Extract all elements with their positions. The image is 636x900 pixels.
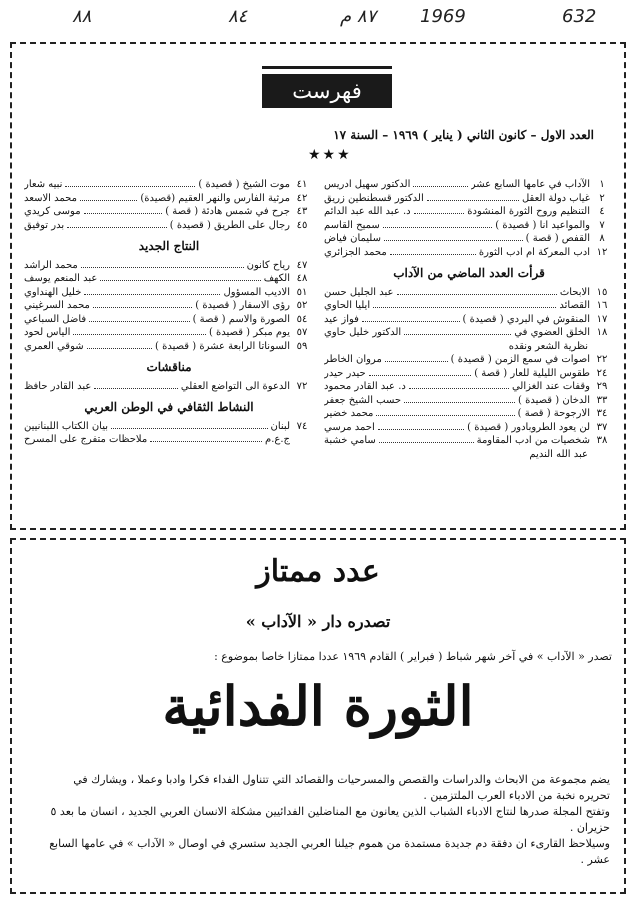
toc-page-number: ٣٨ xyxy=(596,435,608,446)
toc-author: شوقي العمري xyxy=(24,340,84,352)
toc-entry xyxy=(324,219,614,233)
handwritten-number-right: 632 xyxy=(562,6,597,27)
toc-title: الابحاث xyxy=(559,286,590,298)
toc-page-number: ٥٧ xyxy=(296,327,308,338)
toc-entry xyxy=(24,286,314,300)
toc-title: الكهف xyxy=(263,273,290,284)
toc-page-number: ٥٩ xyxy=(296,340,308,352)
toc-page-number: ٣٧ xyxy=(596,421,608,433)
toc-page-number: ٢٤ xyxy=(596,367,608,379)
toc-entry xyxy=(24,433,314,447)
toc-page-number: ٤ xyxy=(599,206,605,217)
toc-page-number: ٧ xyxy=(599,219,605,231)
toc-author: نبيه شعار xyxy=(24,179,63,190)
handwritten-code: ٨٧ م xyxy=(340,6,377,27)
section-title: النشاط الثقافي في الوطن العربي xyxy=(84,400,254,414)
dotted-leader xyxy=(87,340,152,349)
toc-entry xyxy=(324,353,614,367)
toc-page-number: ٥٤ xyxy=(296,313,308,325)
toc-title: طقوس الليلية للعار ( قصة ) xyxy=(474,367,590,379)
toc-page-number: ٢ xyxy=(599,192,605,204)
toc-banner xyxy=(262,74,392,108)
toc-entry xyxy=(324,192,614,206)
ad-paragraph-3: وسيلاحظ القارىء ان دفقة دم جديدة مستمدة من هموم جيلنا العربي الجديد ستسري في اوصال « الآداب » في عامها السابع عشر . xyxy=(49,837,610,866)
toc-title: ادب المعركة ام ادب الثورة xyxy=(478,246,590,258)
toc-entry xyxy=(324,299,614,313)
toc-title: الخلق العضوي في xyxy=(514,327,590,338)
toc-entry xyxy=(24,192,314,206)
toc-author: سميح القاسم xyxy=(324,219,380,231)
toc-note: عبد الله النديم xyxy=(529,448,588,460)
handwritten-number-middle: ٨٤ xyxy=(228,6,248,27)
toc-title: جرح في شمس هادئة ( قصة ) xyxy=(165,206,290,217)
toc-entry xyxy=(324,421,614,435)
toc-entry xyxy=(24,340,314,354)
section-title: النتاج الجديد xyxy=(138,239,200,253)
dotted-leader xyxy=(409,380,509,389)
toc-page-number: ٤٨ xyxy=(296,273,308,284)
toc-entry xyxy=(324,246,614,260)
dotted-leader xyxy=(89,313,189,322)
toc-author: بيان الكتاب اللبنانيين xyxy=(24,420,109,432)
dotted-leader xyxy=(150,433,262,442)
toc-author: سامي خشبة xyxy=(324,435,376,446)
toc-page-number: ٣٣ xyxy=(596,394,608,406)
toc-entry xyxy=(24,219,314,233)
dotted-leader xyxy=(384,232,523,241)
toc-title: الدخان ( قصيدة ) xyxy=(518,394,590,406)
toc-author: ايليا الحاوي xyxy=(324,300,371,311)
dotted-leader xyxy=(67,219,167,228)
toc-entry xyxy=(324,232,614,246)
toc-page-number: ٥١ xyxy=(296,286,308,298)
toc-page-number: ٧٢ xyxy=(296,380,308,392)
toc-title: الآداب في عامها السابع عشر xyxy=(470,179,590,190)
toc-entry xyxy=(324,394,614,408)
issue-line: العدد الاول – كانون الثاني ( يناير ) ١٩٦٩ – السنة ١٧ xyxy=(333,128,594,142)
toc-author: الياس لحود xyxy=(24,327,71,338)
toc-banner-title: فهرست xyxy=(292,79,362,103)
ad-subheadline: تصدره دار « الآداب » xyxy=(245,612,391,631)
toc-entry xyxy=(24,326,314,340)
toc-author: محمد الاسعد xyxy=(24,192,77,204)
toc-page-number: ٢٩ xyxy=(596,381,608,392)
toc-page-number: ٥٢ xyxy=(296,300,308,311)
dotted-leader xyxy=(385,353,448,362)
dotted-leader xyxy=(390,246,476,255)
toc-entry xyxy=(24,272,314,286)
toc-entry xyxy=(324,380,614,394)
dotted-leader xyxy=(369,367,471,376)
toc-title: ج.ع.م xyxy=(265,434,290,445)
toc-author: عبد القادر حافظ xyxy=(24,380,92,392)
dotted-leader xyxy=(373,299,556,308)
toc-title: والمواعيد انا ( قصيدة ) xyxy=(495,219,590,231)
handwritten-year: 1969 xyxy=(420,6,466,27)
toc-page-number: ١٦ xyxy=(596,300,608,311)
dotted-leader xyxy=(111,420,267,429)
dotted-leader xyxy=(100,272,260,281)
dotted-leader xyxy=(376,407,514,416)
toc-page-number: ٤١ xyxy=(296,179,308,190)
toc-title: غياب دولة العقل xyxy=(521,192,590,204)
toc-author: مروان الخاطر xyxy=(324,354,382,365)
toc-entry xyxy=(24,178,314,192)
toc-entry xyxy=(324,178,614,192)
toc-page-number: ٤٢ xyxy=(296,192,308,204)
toc-author: عبد الجليل حسن xyxy=(324,286,394,298)
toc-title: رياح كانون xyxy=(246,259,290,271)
toc-entry xyxy=(24,420,314,434)
ad-intro: تصدر « الآداب » في آخر شهر شباط ( فبراير ) القادم ١٩٦٩ عددا ممتازا خاصا بموضوع : xyxy=(214,650,612,663)
toc-author: خليل الهنداوي xyxy=(24,286,82,298)
toc-author: ملاحظات متفرج على المسرح xyxy=(24,434,148,445)
ad-headline: عدد ممتاز xyxy=(256,554,380,589)
dotted-leader xyxy=(84,205,163,214)
toc-entry xyxy=(24,299,314,313)
toc-title: الاديب المسؤول xyxy=(223,286,290,298)
toc-entry xyxy=(324,407,614,421)
toc-entry xyxy=(324,434,614,448)
toc-author: فاضل السباعي xyxy=(24,313,87,325)
section-title: قرأت العدد الماضي من الآداب xyxy=(393,266,545,280)
toc-author: موسى كريدي xyxy=(24,206,81,217)
dotted-leader xyxy=(81,259,244,268)
toc-author: محمد الراشد xyxy=(24,259,78,271)
dotted-leader xyxy=(413,178,467,187)
dotted-leader xyxy=(84,286,220,295)
toc-author: محمد الجزائري xyxy=(324,246,387,258)
toc-title: يوم مبكر ( قصيدة ) xyxy=(208,327,290,338)
toc-author: احمد مرسي xyxy=(324,421,375,433)
toc-entry xyxy=(324,205,614,219)
toc-page-number: ٧٤ xyxy=(296,420,308,432)
dotted-leader xyxy=(80,192,137,201)
dotted-leader xyxy=(94,380,178,389)
toc-title: وقفات عند الغزالي xyxy=(511,381,590,392)
ad-big-title: الثورة الفدائية xyxy=(162,674,474,738)
toc-author: د. عبد الله عبد الدائم xyxy=(324,206,411,217)
dotted-leader xyxy=(414,205,465,214)
toc-author: فواز عيد xyxy=(324,313,359,325)
toc-title: لبنان xyxy=(270,420,290,432)
dotted-leader xyxy=(378,421,464,430)
stars-divider: ★★★ xyxy=(308,147,352,163)
toc-title: رؤى الاسفار ( قصيدة ) xyxy=(195,300,290,311)
toc-title: موت الشيخ ( قصيدة ) xyxy=(198,179,290,190)
ad-paragraph-1: يضم مجموعة من الابحاث والدراسات والقصص والمسرحيات والقصائد التي تتناول الفداء فكرا وادبا وعملا ، ويشارك في تحريره نخبة من الادباء العرب الملتزمين . xyxy=(73,773,610,802)
toc-author: محمد خضير xyxy=(324,408,374,419)
toc-entry xyxy=(24,313,314,327)
toc-title: الارجوحة ( قصة ) xyxy=(517,408,590,419)
toc-left-column xyxy=(24,178,314,447)
toc-title: المنقوش في البردي ( قصيدة ) xyxy=(462,313,590,325)
toc-title: شخصيات من ادب المقاومة xyxy=(476,435,590,446)
toc-page-number: ٤٣ xyxy=(296,206,308,217)
toc-entry xyxy=(24,380,314,394)
toc-title: القفص ( قصة ) xyxy=(525,233,590,244)
toc-page-number: ٣٤ xyxy=(596,408,608,419)
toc-page-number: ١٨ xyxy=(596,327,608,338)
dotted-leader xyxy=(362,313,460,322)
dotted-leader xyxy=(397,286,557,295)
toc-entry xyxy=(24,259,314,273)
toc-title: اصوات في سمع الزمن ( قصيدة ) xyxy=(450,354,590,365)
toc-page-number: ٨ xyxy=(599,233,605,244)
toc-page-number: ١ xyxy=(599,179,605,190)
toc-title: رجال على الطريق ( قصيدة ) xyxy=(169,219,290,231)
section-title: مناقشات xyxy=(146,360,192,374)
toc-entry xyxy=(324,367,614,381)
toc-author: حسب الشيخ جعفر xyxy=(324,394,402,406)
toc-right-column xyxy=(324,178,614,461)
toc-entry xyxy=(324,313,614,327)
toc-author: محمد السرغيني xyxy=(24,300,90,311)
toc-title: لن يعود الطروبادور ( قصيدة ) xyxy=(467,421,590,433)
toc-author: د. عبد القادر محمود xyxy=(324,381,406,392)
toc-page-number: ٢٢ xyxy=(596,354,608,365)
toc-author: بدر توفيق xyxy=(24,219,65,231)
toc-author: الدكتور سهيل ادريس xyxy=(324,179,411,190)
dotted-leader xyxy=(73,326,206,335)
toc-author: الدكتور خليل حاوي xyxy=(324,327,402,338)
toc-title: القصائد xyxy=(559,300,590,311)
ad-paragraph-2: وتفتح المجلة صدرها لنتاج الادباء الشباب الذين يعانون مع المناضلين الفدائيين مشكلة الانسان العربي الجديد ، انسان ما بعد ٥ حزيران . xyxy=(50,805,610,834)
dotted-leader xyxy=(379,434,474,443)
toc-page-number: ١٥ xyxy=(596,286,608,298)
table-of-contents xyxy=(10,42,626,530)
handwritten-number-left: ٨٨ xyxy=(72,6,92,27)
toc-entry xyxy=(324,326,614,340)
ad-body xyxy=(42,772,610,868)
dotted-leader xyxy=(93,299,192,308)
dotted-leader xyxy=(404,394,515,403)
toc-page-number: ٤٧ xyxy=(296,259,308,271)
toc-author: الدكتور قسطنطين زريق xyxy=(324,192,424,204)
toc-author: عبد المنعم يوسف xyxy=(24,273,98,284)
dotted-leader xyxy=(427,192,519,201)
toc-note: نظرية الشعر ونقده xyxy=(508,340,588,352)
toc-author: سليمان فياض xyxy=(324,233,381,244)
toc-page-number: ٤٥ xyxy=(296,219,308,231)
toc-entry xyxy=(324,286,614,300)
toc-title: الدعوة الى التواضع العقلي xyxy=(180,380,290,392)
dotted-leader xyxy=(65,178,195,187)
toc-entry xyxy=(24,205,314,219)
dotted-leader xyxy=(404,326,511,335)
toc-page-number: ١٢ xyxy=(596,246,608,258)
toc-page-number: ١٧ xyxy=(596,313,608,325)
toc-title: السوناتا الرابعة عشرة ( قصيدة ) xyxy=(155,340,290,352)
toc-title: الصورة والاسم ( قصة ) xyxy=(192,313,290,325)
toc-title: التنظيم وروح الثورة المنشودة xyxy=(467,206,590,217)
toc-title: مرثية الفارس والنهر العقيم (قصيدة) xyxy=(140,192,290,204)
special-issue-announcement xyxy=(10,538,626,894)
dotted-leader xyxy=(383,219,493,228)
toc-author: حيدر حيدر xyxy=(324,367,366,379)
